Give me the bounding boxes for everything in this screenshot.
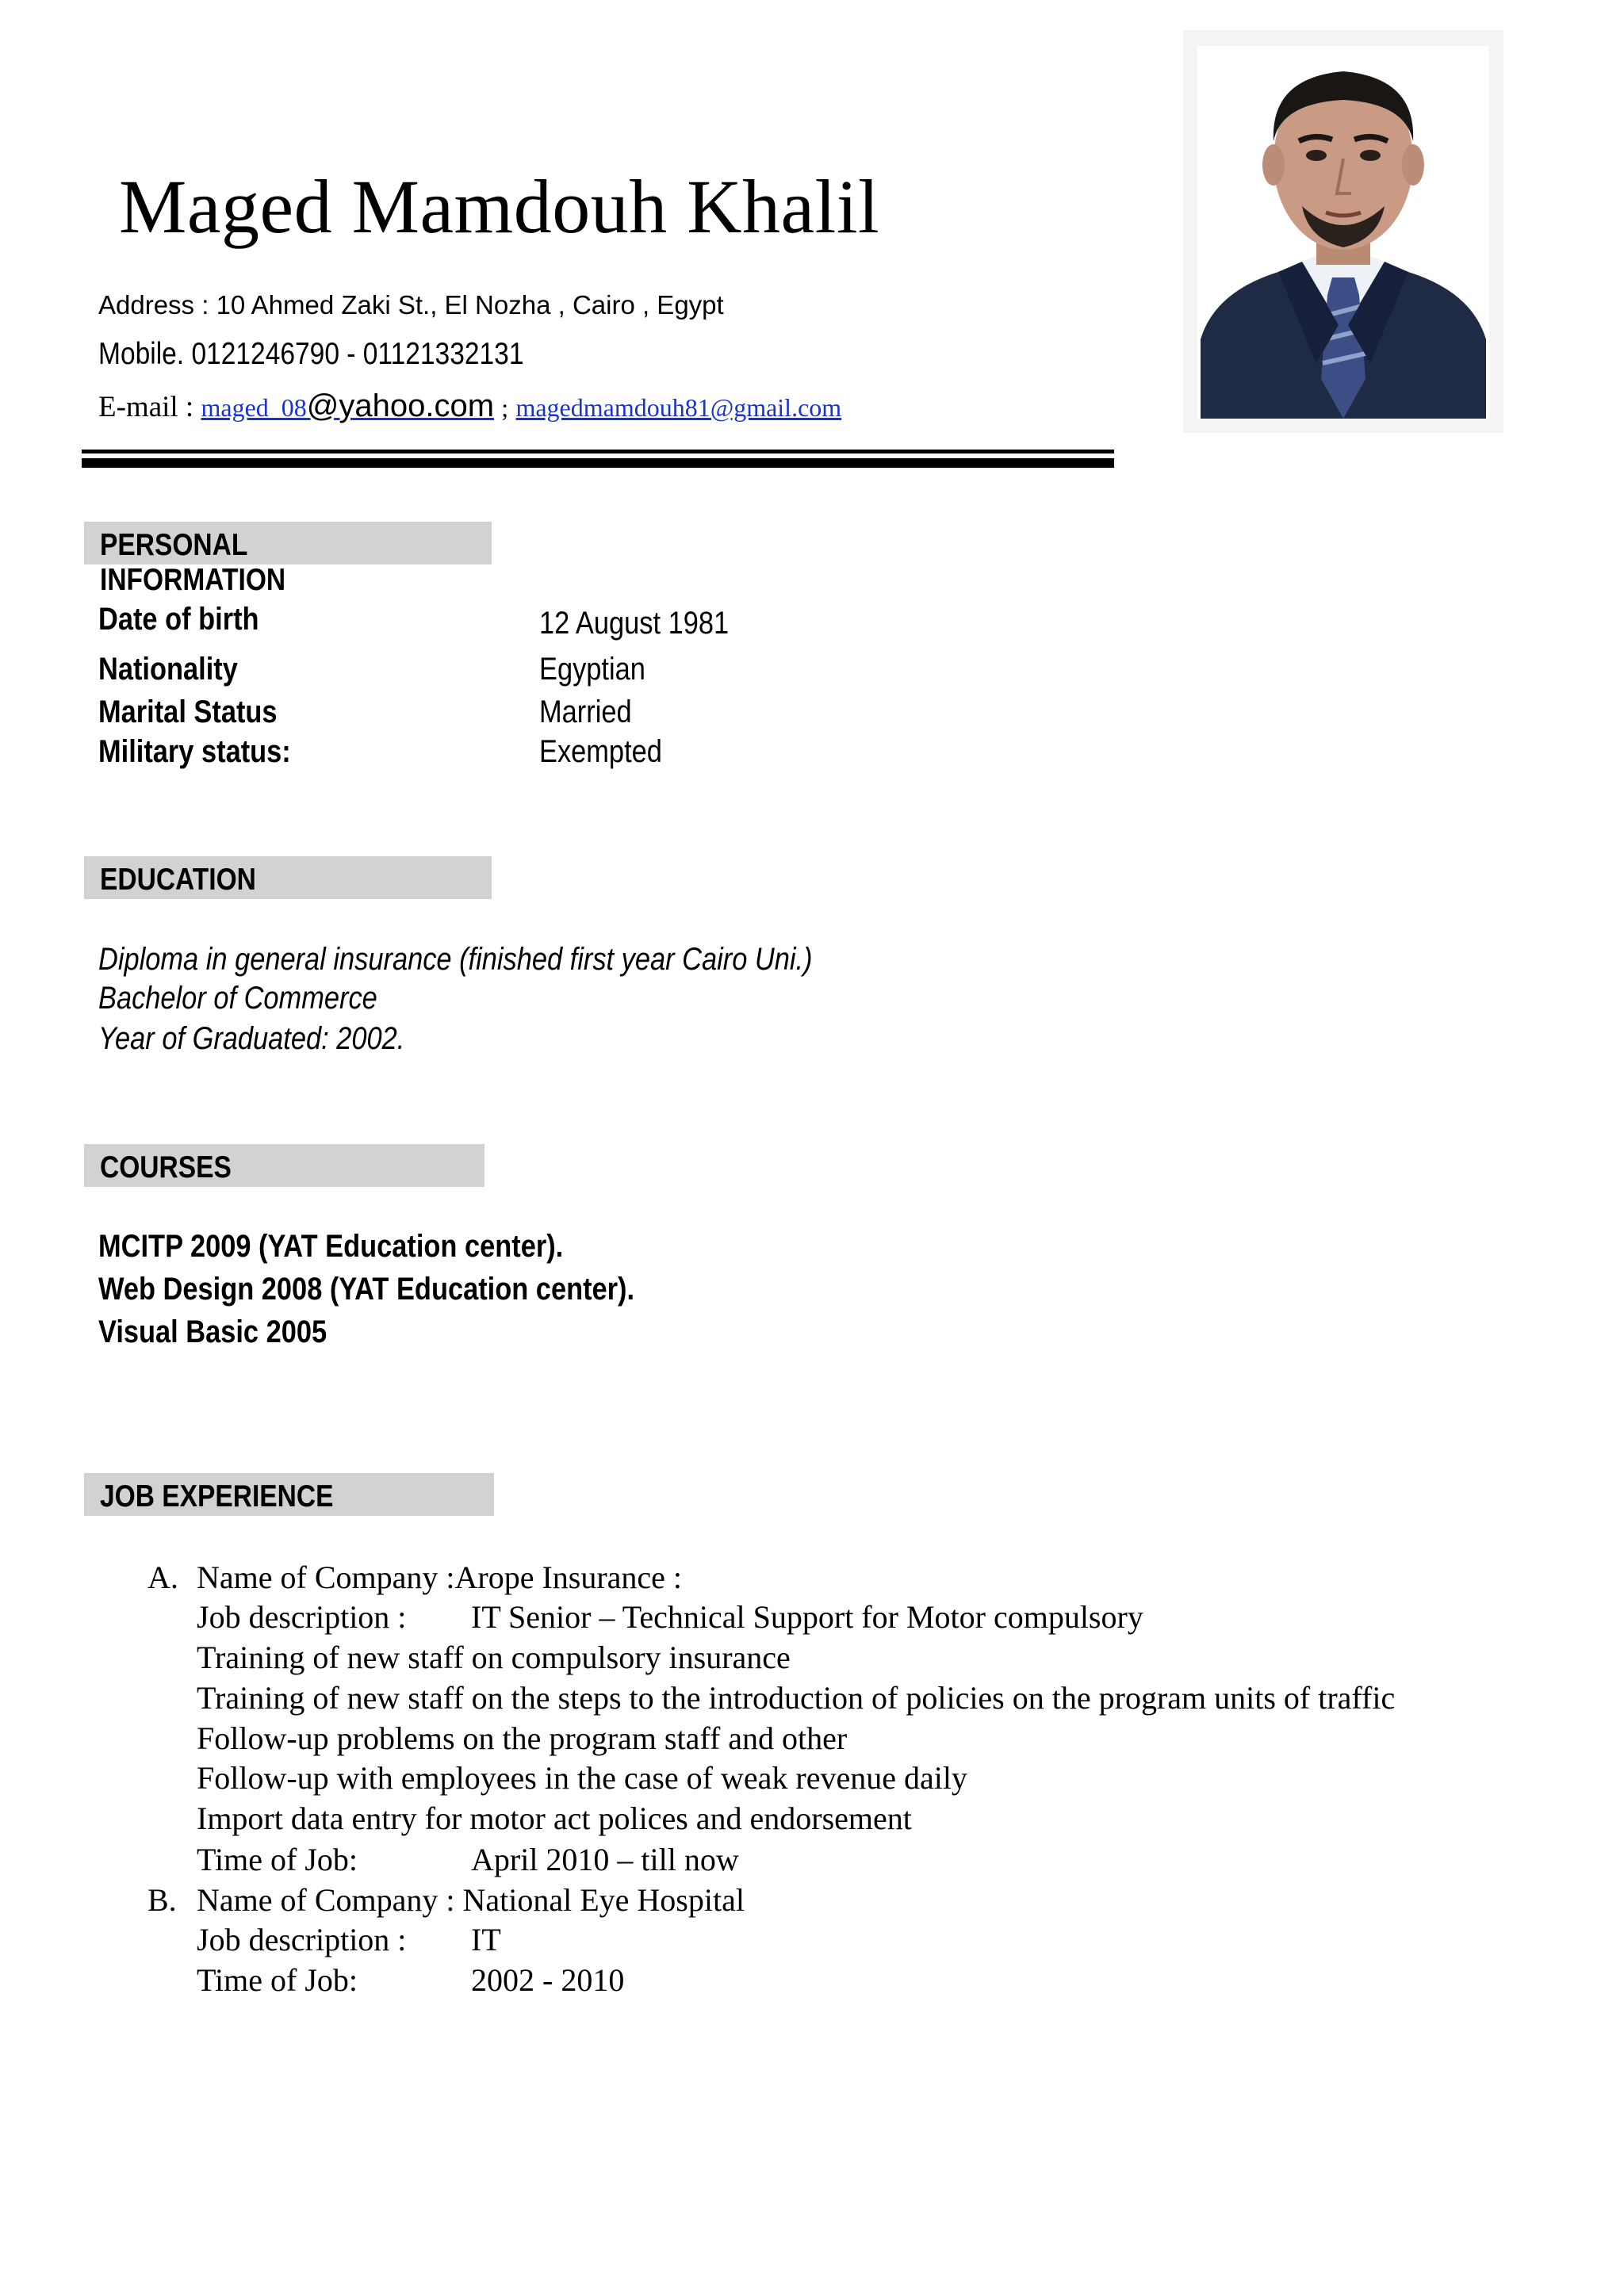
section-header-experience [84,1473,494,1516]
course-line-web-design: Web Design 2008 (YAT Education center). [98,1272,635,1307]
profile-photo [1183,30,1503,433]
email-link-gmail[interactable]: magedmamdouh81@gmail.com [515,393,842,422]
education-line-graduation-year: Year of Graduated: 2002. [98,1021,405,1056]
job-b-description-label: Job description : [197,1922,407,1957]
label-military-status: Military status: [98,734,291,769]
email-link-yahoo[interactable]: maged_08@yahoo.com [201,388,495,423]
job-a-time-label: Time of Job: [197,1842,358,1877]
email-line [98,388,841,424]
job-a-company: Name of Company :Arope Insurance : [197,1559,683,1595]
label-marital-status: Marital Status [98,695,278,729]
job-a-duty: Import data entry for motor act polices and endorsement [197,1800,912,1836]
course-line-mcitp: MCITP 2009 (YAT Education center). [98,1229,564,1264]
section-title-personal: PERSONAL INFORMATION [100,528,286,597]
mobile-line: Mobile. 0121246790 - 01121332131 [98,337,524,371]
label-nationality: Nationality [98,652,238,687]
job-a-description-value: IT Senior – Technical Support for Motor compulsory [471,1599,1143,1635]
candidate-name: Maged Mamdouh Khalil [119,164,880,249]
value-nationality: Egyptian [539,652,645,687]
education-line-bachelor: Bachelor of Commerce [98,981,377,1016]
email-separator: ; [501,393,509,422]
education-line-diploma: Diploma in general insurance (finished first year Cairo Uni.) [98,942,813,977]
portrait-illustration [1183,30,1503,433]
job-b-description-value: IT [471,1922,501,1957]
course-line-visual-basic: Visual Basic 2005 [98,1314,327,1349]
section-title-education: EDUCATION [100,863,256,897]
job-b-time-label: Time of Job: [197,1962,358,1998]
header-divider-thin [82,450,1114,453]
job-a-marker: A. [147,1559,178,1595]
section-title-experience: JOB EXPERIENCE [100,1479,334,1513]
header-divider-thick [82,458,1114,468]
job-b-company: Name of Company : National Eye Hospital [197,1882,745,1918]
address-line: Address : 10 Ahmed Zaki St., El Nozha , Cairo , Egypt [98,290,724,320]
value-marital-status: Married [539,695,632,729]
section-header-courses [84,1144,485,1187]
email-label: E-mail : [98,391,194,423]
job-a-duty: Follow-up with employees in the case of weak revenue daily [197,1760,967,1796]
job-a-time-value: April 2010 – till now [471,1842,739,1877]
value-military-status: Exempted [539,734,662,769]
section-title-courses: COURSES [100,1150,232,1184]
job-a-description-label: Job description : [197,1599,407,1635]
job-a-duty: Follow-up problems on the program staff and other [197,1720,848,1756]
job-b-time-value: 2002 - 2010 [471,1962,625,1998]
value-date-of-birth: 12 August 1981 [539,606,730,641]
job-a-duty: Training of new staff on compulsory insurance [197,1640,791,1675]
section-header-education [84,856,492,899]
job-b-marker: B. [147,1882,177,1918]
section-header-personal [84,522,492,597]
label-date-of-birth: Date of birth [98,602,259,637]
job-a-duty: Training of new staff on the steps to the introduction of policies on the program units of traffic [197,1680,1396,1716]
